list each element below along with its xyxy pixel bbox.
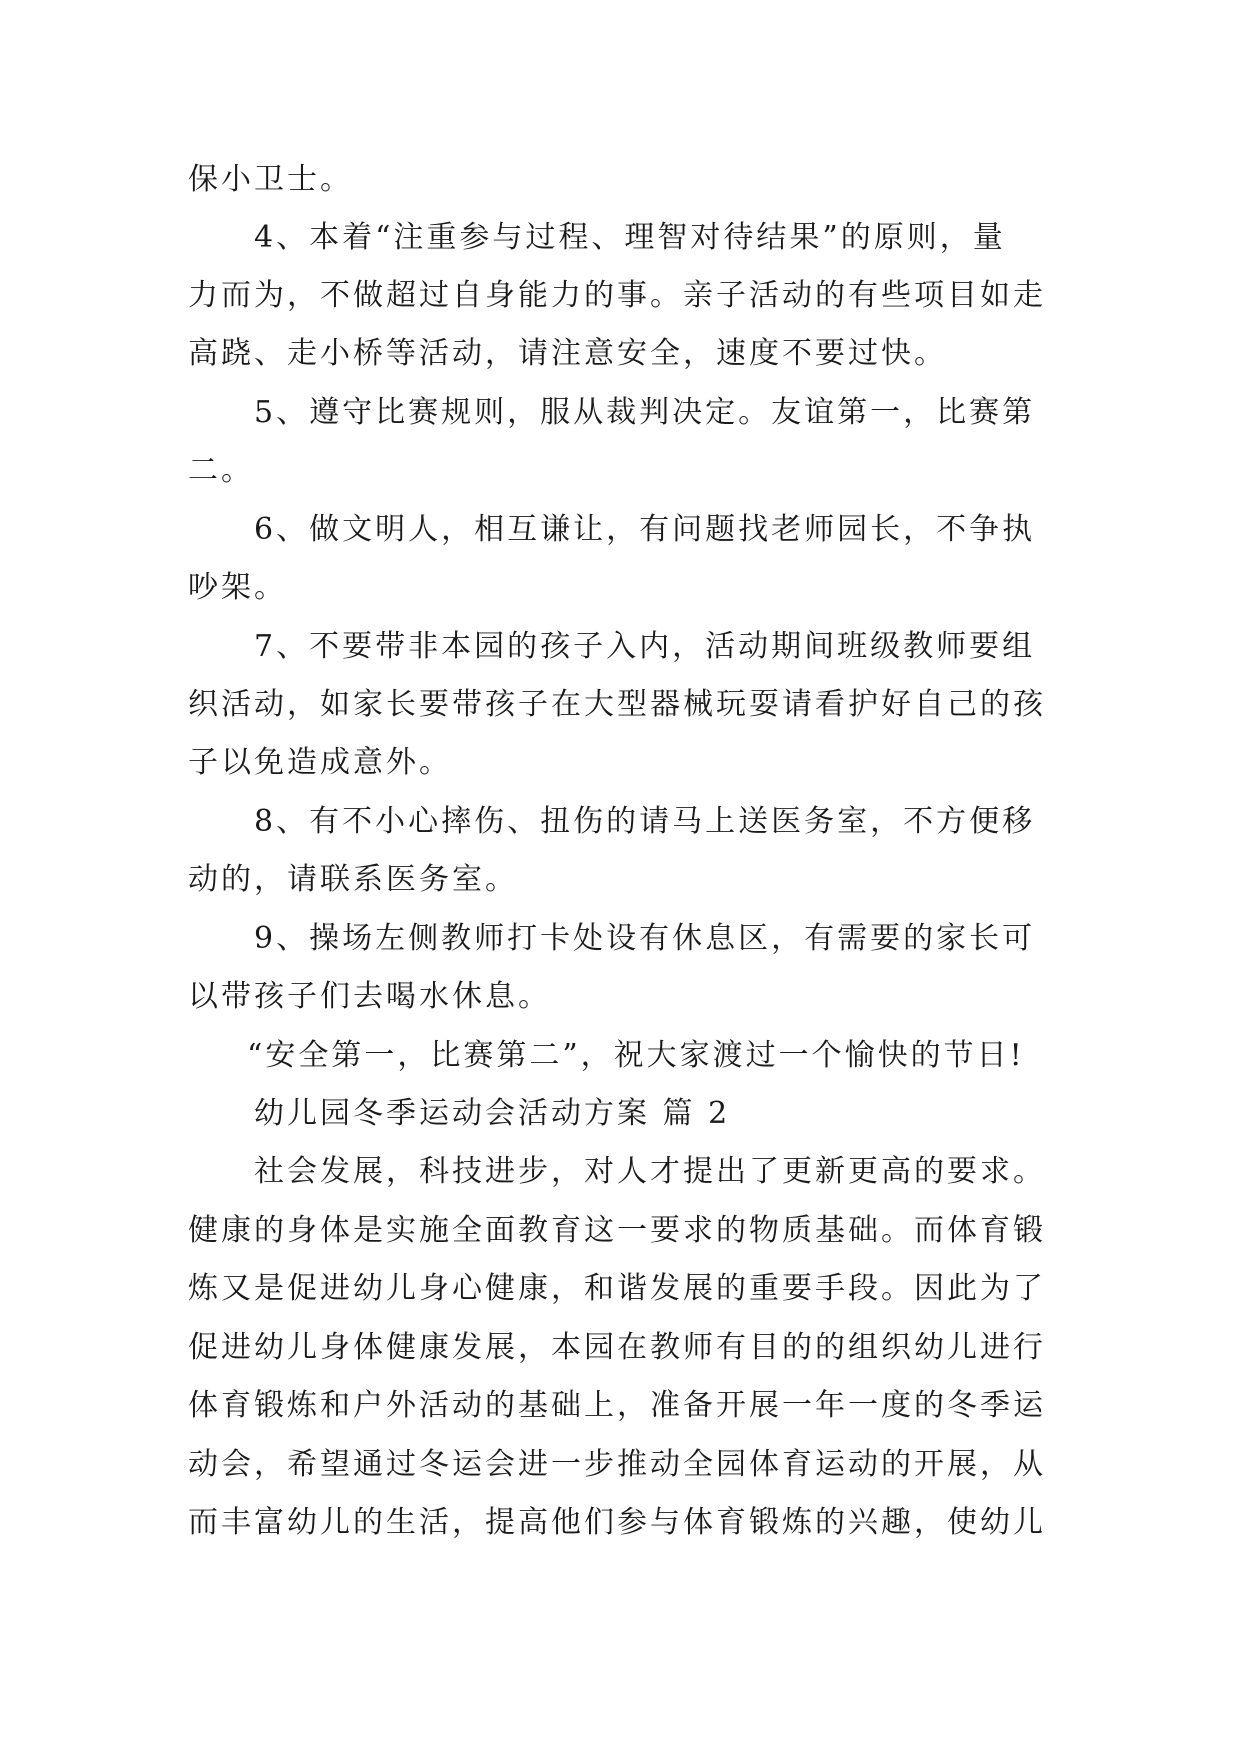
text-line: 而丰富幼儿的生活，提高他们参与体育锻炼的兴趣，使幼儿: [188, 1505, 1046, 1540]
text-line: 社会发展，科技进步，对人才提出了更新更高的要求。: [254, 1154, 1046, 1189]
text-line: 二。: [188, 453, 254, 488]
text-line: 动会，希望通过冬运会进一步推动全园体育运动的开展，从: [188, 1447, 1046, 1482]
text-line: 力而为，不做超过自身能力的事。亲子活动的有些项目如走: [188, 278, 1046, 313]
text-line: 炼又是促进幼儿身心健康，和谐发展的重要手段。因此为了: [188, 1271, 1046, 1306]
text-line: 保小卫士。: [188, 162, 353, 197]
text-line: 4、本着“注重参与过程、理智对待结果”的原则，量: [254, 220, 1006, 255]
text-line: 吵架。: [188, 570, 287, 605]
text-line: 动的，请联系医务室。: [188, 862, 518, 897]
text-line: 体育锻炼和户外活动的基础上，准备开展一年一度的冬季运: [188, 1388, 1046, 1423]
text-line: 5、遵守比赛规则，服从裁判决定。友谊第一，比赛第: [254, 395, 1036, 430]
text-line: 7、不要带非本园的孩子入内，活动期间班级教师要组: [254, 629, 1036, 664]
text-line: 健康的身体是实施全面教育这一要求的物质基础。而体育锻: [188, 1213, 1046, 1248]
text-line: 子以免造成意外。: [188, 745, 452, 780]
text-line: 以带孩子们去喝水休息。: [188, 979, 551, 1014]
text-line: “安全第一，比赛第二”，祝大家渡过一个愉快的节日!: [247, 1038, 1025, 1073]
section-heading: 幼儿园冬季运动会活动方案 篇 2: [254, 1096, 731, 1131]
text-line: 9、操场左侧教师打卡处设有休息区，有需要的家长可: [254, 921, 1036, 956]
text-line: 高跷、走小桥等活动，请注意安全，速度不要过快。: [188, 336, 947, 371]
text-line: 8、有不小心摔伤、扭伤的请马上送医务室，不方便移: [254, 804, 1036, 839]
text-line: 织活动，如家长要带孩子在大型器械玩耍请看护好自己的孩: [188, 687, 1046, 722]
text-line: 促进幼儿身体健康发展，本园在教师有目的的组织幼儿进行: [188, 1330, 1046, 1365]
text-line: 6、做文明人，相互谦让，有问题找老师园长，不争执: [254, 512, 1036, 547]
